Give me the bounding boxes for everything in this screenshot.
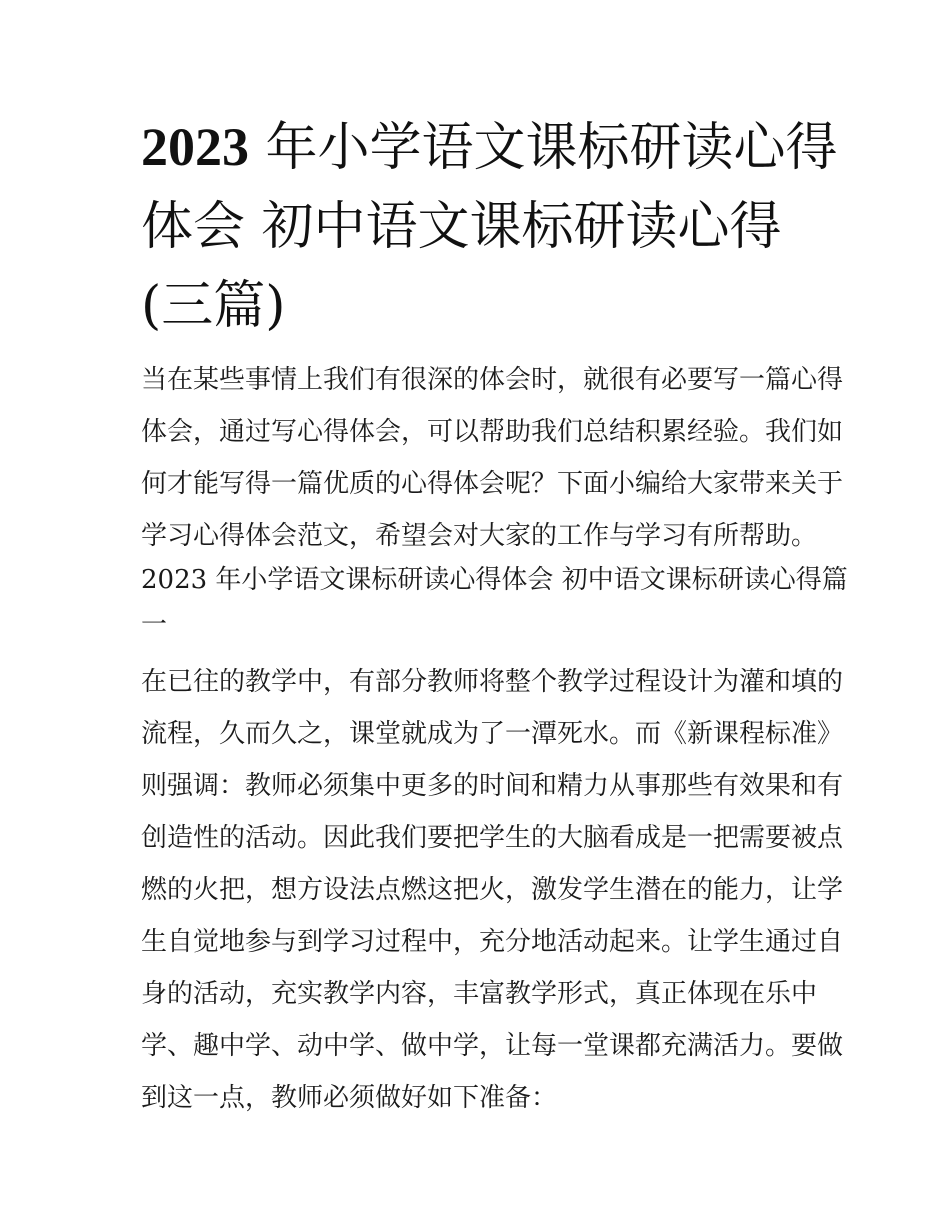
title-line-1 [141, 108, 838, 188]
body-line: 在已往的教学中，有部分教师将整个教学过程设计为灌和填的 [141, 667, 844, 697]
document-title [141, 108, 838, 346]
body-line: 身的活动，充实教学内容，丰富教学形式，真正体现在乐中 [141, 979, 818, 1009]
intro-line: 何才能写得一篇优质的心得体会呢？下面小编给大家带来关于 [141, 469, 844, 499]
intro-paragraph [141, 354, 844, 562]
intro-line: 体会，通过写心得体会，可以帮助我们总结积累经验。我们如 [141, 417, 844, 447]
intro-line: 学习心得体会范文，希望会对大家的工作与学习有所帮助。 [141, 521, 818, 551]
title-year: 2023 [141, 117, 249, 177]
body-paragraph [141, 656, 844, 1124]
body-line: 燃的火把，想方设法点燃这把火，激发学生潜在的能力，让学 [141, 875, 844, 905]
title-line-3: (三篇) [141, 276, 286, 336]
body-line: 到这一点，教师必须做好如下准备： [141, 1083, 558, 1113]
section-subheading [141, 558, 848, 648]
body-line: 流程，久而久之，课堂就成为了一潭死水。而《新课程标准》 [141, 719, 844, 749]
body-line: 生自觉地参与到学习过程中，充分地活动起来。让学生通过自 [141, 927, 844, 957]
intro-line: 当在某些事情上我们有很深的体会时，就很有必要写一篇心得 [141, 365, 844, 395]
subheading-line: 一 [141, 610, 168, 640]
title-line-2: 体会 初中语文课标研读心得 [141, 197, 782, 257]
subheading-line: 2023 年小学语文课标研读心得体会 初中语文课标研读心得篇 [141, 565, 848, 595]
body-line: 学、趣中学、动中学、做中学，让每一堂课都充满活力。要做 [141, 1031, 844, 1061]
body-line: 创造性的活动。因此我们要把学生的大脑看成是一把需要被点 [141, 823, 844, 853]
title-line-1-text: 年小学语文课标研读心得 [249, 118, 838, 178]
body-line: 则强调：教师必须集中更多的时间和精力从事那些有效果和有 [141, 771, 844, 801]
